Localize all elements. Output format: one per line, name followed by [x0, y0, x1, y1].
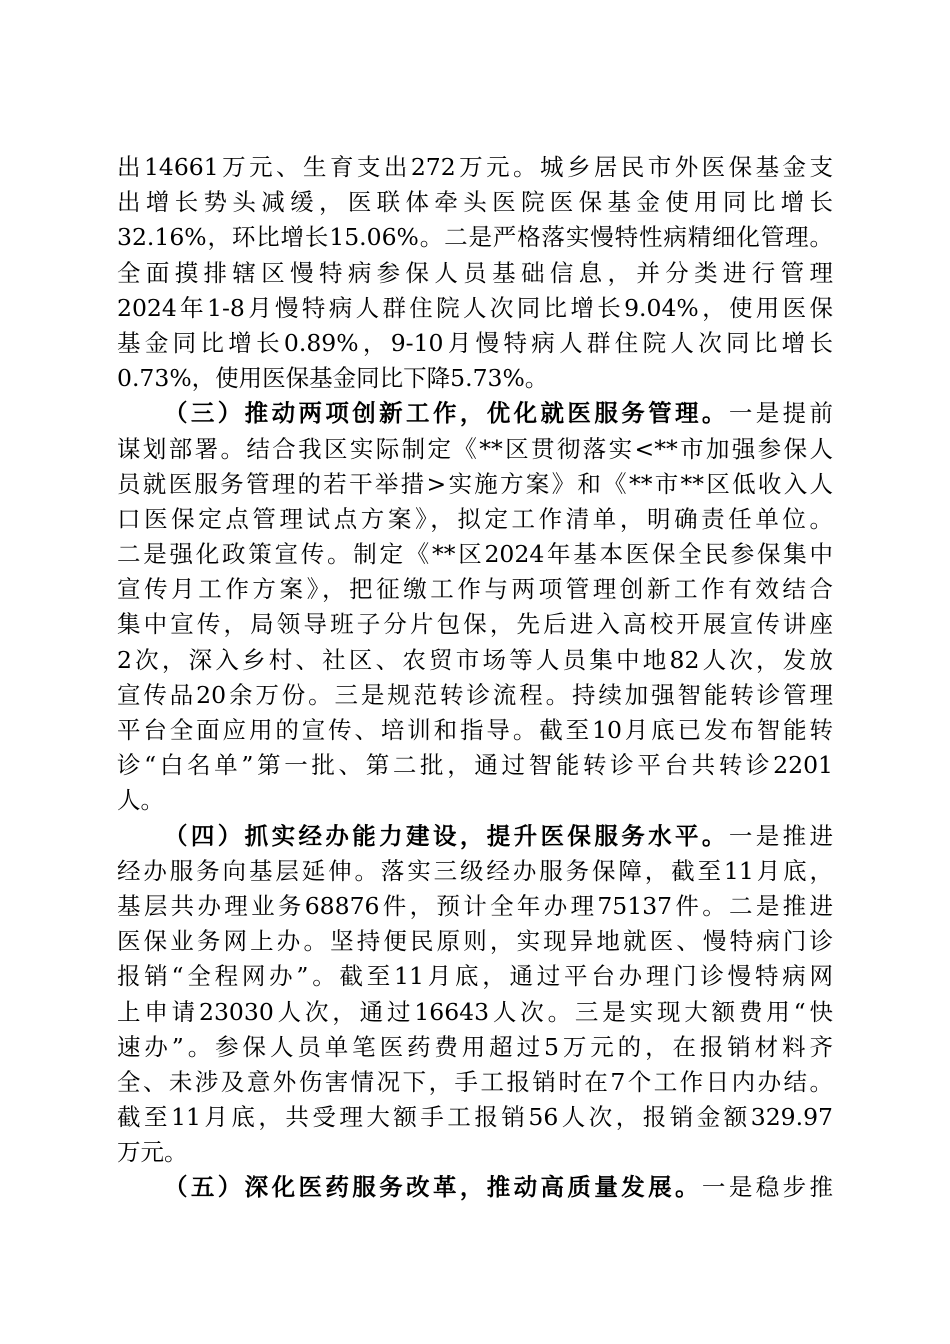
text-line: 报销“全程网办”。截至11月底，通过平台办理门诊慢特病网: [117, 962, 833, 991]
text-line: 谋划部署。结合我区实际制定《**区贯彻落实<**市加强参保人: [117, 434, 833, 463]
text-line: 2次，深入乡村、社区、农贸市场等人员集中地82人次，发放: [117, 645, 833, 674]
text-line: 全、未涉及意外伤害情况下，手工报销时在7个工作日内办结。: [117, 1067, 833, 1096]
paragraph-intro: [117, 150, 833, 396]
text-line: 全面摸排辖区慢特病参保人员基础信息，并分类进行管理: [117, 258, 833, 287]
section-heading: （五）深化医药服务改革，推动高质量发展。: [164, 1173, 702, 1202]
paragraph-section-5: [117, 1170, 833, 1205]
document-body: [117, 150, 833, 1206]
text-line: 口医保定点管理试点方案》，拟定工作清单，明确责任单位。: [117, 504, 833, 533]
text-line: 员就医服务管理的若干举措>实施方案》和《**市**区低收入人: [117, 469, 833, 498]
text-line: 宣传月工作方案》，把征缴工作与两项管理创新工作有效结合: [117, 575, 833, 604]
text-line: 宣传品20余万份。三是规范转诊流程。持续加强智能转诊管理: [117, 680, 833, 709]
text-line: 诊“白名单”第一批、第二批，通过智能转诊平台共转诊2201: [117, 751, 833, 780]
section-heading-rest: 一是推进: [728, 821, 833, 850]
text-line: 经办服务向基层延伸。落实三级经办服务保障，截至11月底，: [117, 856, 833, 885]
section-heading-rest: 一是稳步推: [701, 1173, 833, 1202]
text-line: 万元。: [117, 1138, 188, 1167]
text-line: 32.16%，环比增长15.06%。二是严格落实慢特性病精细化管理。: [117, 223, 833, 252]
section-heading: （四）抓实经办能力建设，提升医保服务水平。: [164, 821, 729, 850]
text-line: 出14661万元、生育支出272万元。城乡居民市外医保基金支: [117, 153, 833, 181]
text-line: 二是强化政策宣传。制定《**区2024年基本医保全民参保集中: [117, 540, 833, 569]
text-line: 平台全面应用的宣传、培训和指导。截至10月底已发布智能转: [117, 716, 833, 744]
section-first-line: [117, 1170, 833, 1205]
section-first-line: [117, 819, 833, 854]
text-line: 2024年1-8月慢特病人群住院人次同比增长9.04%，使用医保: [117, 293, 833, 322]
text-line: 基层共办理业务68876件，预计全年办理75137件。二是推进: [117, 891, 833, 920]
text-line: 上申请23030人次，通过16643人次。三是实现大额费用“快: [117, 997, 833, 1026]
paragraph-section-4: [117, 819, 833, 1171]
paragraph-section-3: [117, 396, 833, 818]
text-line: 0.73%，使用医保基金同比下降5.73%。: [117, 364, 549, 393]
text-line: 基金同比增长0.89%，9-10月慢特病人群住院人次同比增长: [117, 328, 833, 357]
section-heading: （三）推动两项创新工作，优化就医服务管理。: [164, 399, 729, 428]
section-first-line: [117, 396, 833, 431]
text-line: 速办”。参保人员单笔医药费用超过5万元的，在报销材料齐: [117, 1032, 833, 1061]
text-line: 医保业务网上办。坚持便民原则，实现异地就医、慢特病门诊: [117, 927, 833, 956]
section-heading-rest: 一是提前: [728, 399, 833, 428]
text-line: 人。: [117, 786, 164, 815]
text-line: 集中宣传，局领导班子分片包保，先后进入高校开展宣传讲座: [117, 610, 833, 639]
text-line: 截至11月底，共受理大额手工报销56人次，报销金额329.97: [117, 1103, 833, 1132]
text-line: 出增长势头减缓，医联体牵头医院医保基金使用同比增长: [117, 188, 833, 217]
